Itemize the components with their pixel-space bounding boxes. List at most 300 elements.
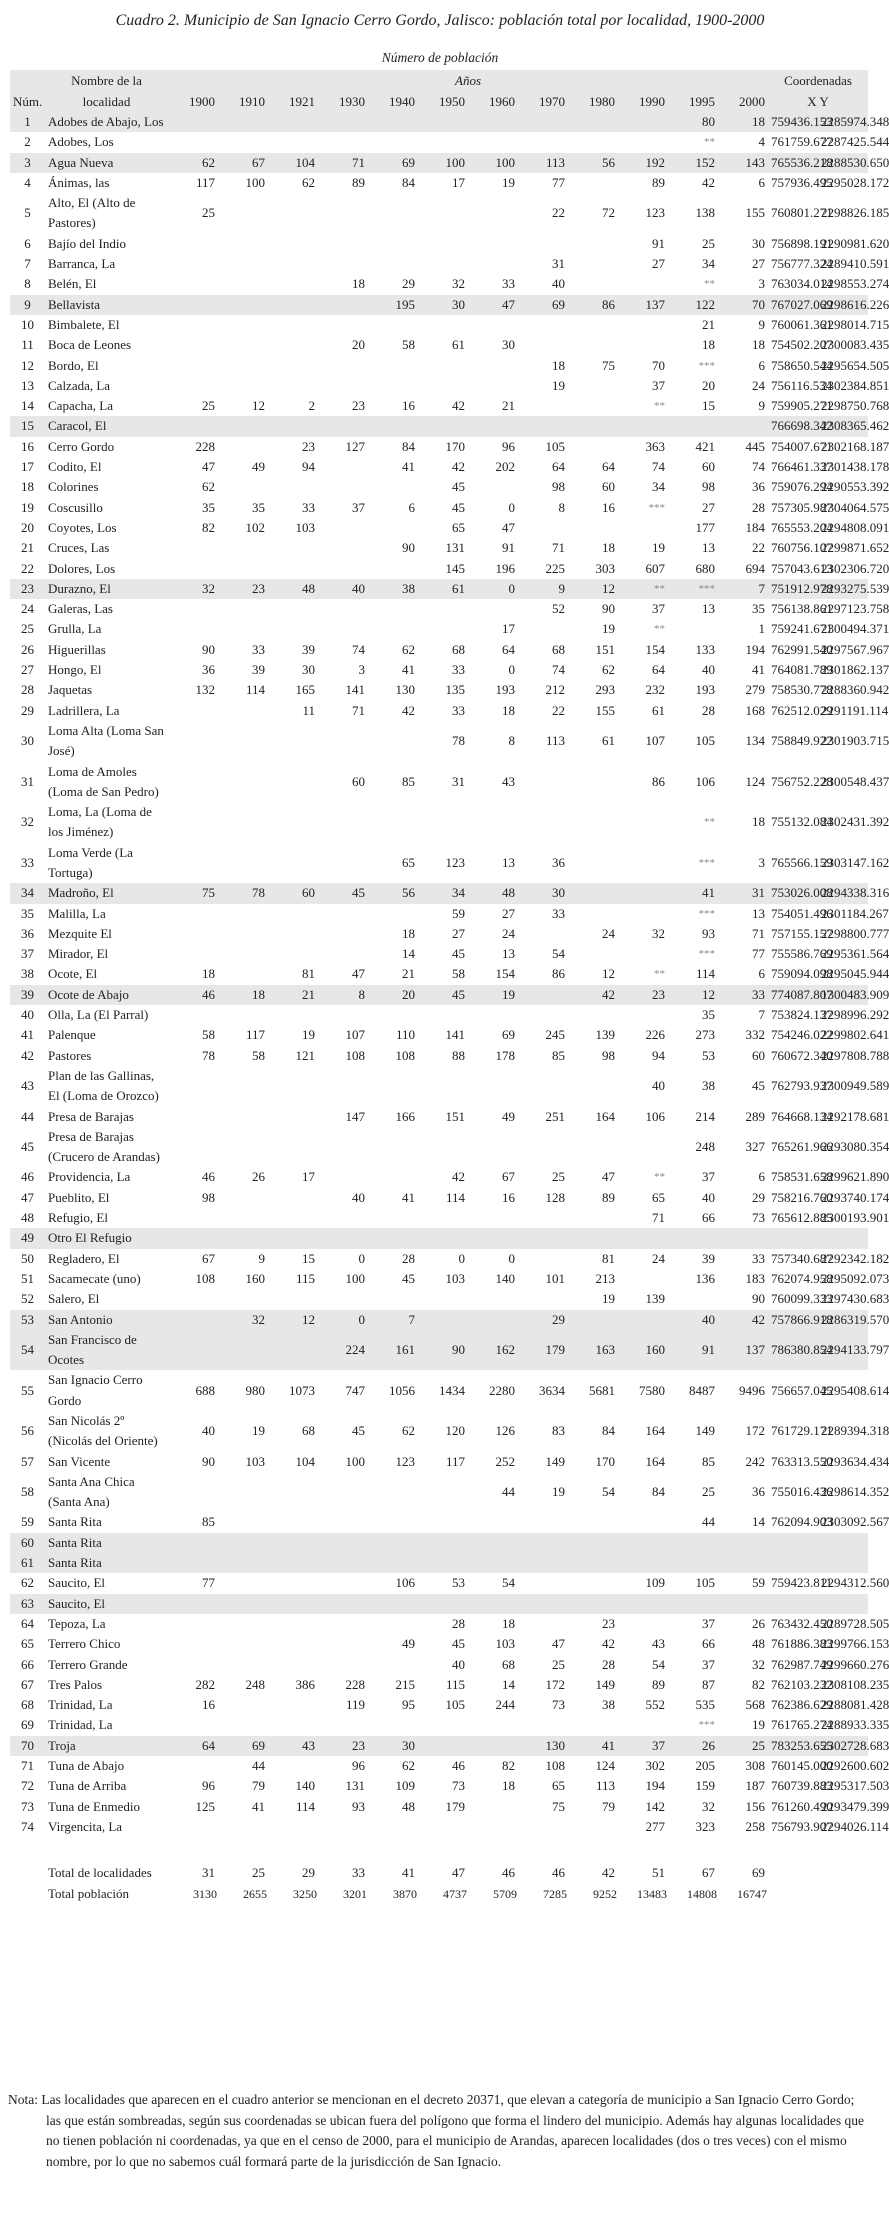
population-1960: 21 — [502, 398, 515, 414]
population-1921: 81 — [302, 966, 315, 982]
population-1990: ** — [654, 623, 665, 636]
population-1995 — [668, 1289, 718, 1309]
population-2000: 28 — [752, 499, 765, 515]
population-1980: 56 — [602, 154, 615, 170]
table-row — [10, 1310, 868, 1330]
total-1970: 7285 — [543, 1886, 567, 1901]
population-2000: 694 — [745, 560, 765, 576]
table-row — [10, 1249, 868, 1269]
population-1970: 22 — [552, 702, 565, 718]
locality-name: Belén, El — [48, 276, 97, 292]
population-1990: 71 — [652, 1210, 665, 1226]
population-1995: *** — [698, 582, 715, 595]
population-1980: 23 — [602, 1615, 615, 1631]
population-1995: 193 — [695, 682, 715, 698]
population-1940: 130 — [395, 682, 415, 698]
population-2000: 332 — [745, 1027, 765, 1043]
locality-name: Grulla, La — [48, 621, 102, 637]
population-1930 — [318, 1289, 368, 1309]
population-1970: 33 — [552, 905, 565, 921]
table-subtitle: Número de población — [381, 50, 499, 65]
header-row-2 — [10, 91, 868, 112]
population-1980: 164 — [595, 1108, 615, 1124]
population-1930 — [318, 1127, 368, 1168]
header-name-line2: localidad — [82, 94, 131, 109]
coord-x: 756793.907 — [771, 1818, 833, 1834]
population-1921 — [268, 538, 318, 558]
locality-name: Santa Rita — [48, 1514, 102, 1530]
population-1930 — [318, 924, 368, 944]
table-row — [10, 254, 868, 274]
population-2000: 143 — [745, 154, 765, 170]
population-1960 — [468, 193, 518, 234]
population-1950 — [418, 376, 468, 396]
population-1910 — [218, 112, 268, 132]
coord-y: 2293634.434 — [821, 1453, 889, 1469]
population-1990: 34 — [652, 479, 665, 495]
population-1950: 34 — [452, 885, 465, 901]
row-number: 69 — [21, 1717, 34, 1733]
population-1900: 688 — [195, 1382, 215, 1398]
total-1900: 3130 — [193, 1886, 217, 1901]
population-1970: 74 — [552, 662, 565, 678]
locality-name: Malilla, La — [48, 905, 106, 921]
population-1910: 248 — [245, 1676, 265, 1692]
table-row — [10, 112, 868, 132]
coord-x: 754051.496 — [771, 905, 833, 921]
population-1970 — [518, 112, 568, 132]
population-1940 — [368, 1553, 418, 1573]
population-1995: 159 — [695, 1778, 715, 1794]
population-1980 — [568, 376, 618, 396]
population-1950 — [418, 1228, 468, 1248]
population-1980: 79 — [602, 1798, 615, 1814]
locality-name: Codito, El — [48, 459, 102, 475]
header-year-1995: 1995 — [689, 94, 715, 109]
population-1960: 13 — [502, 854, 515, 870]
population-2000: 70 — [752, 296, 765, 312]
population-1910: 980 — [245, 1382, 265, 1398]
population-1910 — [218, 1066, 268, 1107]
population-1980: 86 — [602, 296, 615, 312]
population-1980: 41 — [602, 1737, 615, 1753]
population-1995: 13 — [702, 601, 715, 617]
population-1900 — [168, 1289, 218, 1309]
population-1980: 98 — [602, 1047, 615, 1063]
population-1900: 78 — [202, 1047, 215, 1063]
population-1910 — [218, 1614, 268, 1634]
population-1940 — [368, 1289, 418, 1309]
totals-blank-x — [768, 1863, 818, 1883]
total-1990: 13483 — [637, 1886, 667, 1901]
population-1995: 114 — [695, 966, 715, 982]
row-number: 70 — [21, 1737, 34, 1753]
population-1930: 100 — [345, 1270, 365, 1286]
population-2000: 25 — [752, 1737, 765, 1753]
row-number: 58 — [21, 1484, 34, 1500]
locality-name: San Francisco de Ocotes — [48, 1331, 137, 1368]
population-1950 — [418, 1127, 468, 1168]
population-1960 — [468, 1594, 518, 1614]
population-1930 — [318, 1005, 368, 1025]
population-1990: 32 — [652, 925, 665, 941]
locality-name: Trinidad, La — [48, 1717, 113, 1733]
population-1930: 45 — [352, 885, 365, 901]
population-1960: 18 — [502, 702, 515, 718]
population-1940 — [368, 802, 418, 843]
population-1910 — [218, 1553, 268, 1573]
header-blank — [10, 70, 45, 91]
population-1980: 170 — [595, 1453, 615, 1469]
population-1980: 16 — [602, 499, 615, 515]
population-1950: 170 — [445, 438, 465, 454]
totals-blank-x — [768, 1884, 818, 1904]
table-row — [10, 153, 868, 173]
coord-y: 2288081.428 — [821, 1697, 889, 1713]
locality-name: Jaquetas — [48, 682, 93, 698]
population-1940 — [368, 721, 418, 762]
table-row — [10, 356, 868, 376]
population-1960: 13 — [502, 946, 515, 962]
population-1940 — [368, 1005, 418, 1025]
table-row — [10, 437, 868, 457]
population-1910 — [218, 964, 268, 984]
row-number: 60 — [21, 1534, 34, 1550]
header-year-2000: 2000 — [739, 94, 765, 109]
population-1980 — [568, 112, 618, 132]
population-1930 — [318, 1512, 368, 1532]
population-1921: 11 — [302, 702, 315, 718]
coord-y: 2302306.720 — [821, 560, 889, 576]
population-1950: 145 — [445, 560, 465, 576]
population-1910 — [218, 538, 268, 558]
population-1910 — [218, 701, 268, 721]
population-2000: 289 — [745, 1108, 765, 1124]
population-1930 — [318, 1634, 368, 1654]
population-1910 — [218, 234, 268, 254]
population-1900: 35 — [202, 499, 215, 515]
coord-y: 2308108.235 — [821, 1676, 889, 1692]
population-1921 — [268, 335, 318, 355]
population-1990: 139 — [645, 1291, 665, 1307]
population-1921 — [268, 274, 318, 294]
population-1921 — [268, 1188, 318, 1208]
population-1990: 23 — [652, 986, 665, 1002]
population-1990 — [618, 802, 668, 843]
population-1930 — [318, 1066, 368, 1107]
population-1940: 48 — [402, 1798, 415, 1814]
table-row — [10, 416, 868, 436]
population-1930: 47 — [352, 966, 365, 982]
population-1930 — [318, 356, 368, 376]
population-1970 — [518, 1533, 568, 1553]
population-1921: 48 — [302, 580, 315, 596]
population-1970: 3634 — [539, 1382, 565, 1398]
population-1950 — [418, 1289, 468, 1309]
row-number: 45 — [21, 1138, 34, 1154]
population-1921 — [268, 132, 318, 152]
row-number: 43 — [21, 1078, 34, 1094]
population-2000: 156 — [745, 1798, 765, 1814]
population-1950: 68 — [452, 641, 465, 657]
population-1910: 32 — [252, 1311, 265, 1327]
population-1950: 45 — [452, 499, 465, 515]
population-1960 — [468, 1715, 518, 1735]
population-2000: 18 — [752, 337, 765, 353]
population-1995: 21 — [702, 316, 715, 332]
total-1930: 33 — [352, 1865, 365, 1881]
population-1995: 421 — [695, 438, 715, 454]
coord-x: 760739.883 — [771, 1778, 833, 1794]
population-1950: 114 — [445, 1189, 465, 1205]
population-1940: 95 — [402, 1697, 415, 1713]
population-1990 — [618, 1553, 668, 1573]
population-2000: 155 — [745, 205, 765, 221]
population-1930: 71 — [352, 702, 365, 718]
population-1921 — [268, 559, 318, 579]
row-number: 48 — [21, 1210, 34, 1226]
population-1930: 0 — [358, 1250, 365, 1266]
coord-x: 759241.671 — [771, 621, 833, 637]
coord-y: 2288360.942 — [821, 682, 889, 698]
population-1910: 102 — [245, 519, 265, 535]
row-number: 3 — [24, 154, 31, 170]
population-1970: 86 — [552, 966, 565, 982]
population-1900 — [168, 112, 218, 132]
population-2000: 137 — [745, 1341, 765, 1357]
population-1995: *** — [698, 948, 715, 961]
population-1950 — [418, 1472, 468, 1513]
population-1960: 44 — [502, 1484, 515, 1500]
table-row — [10, 1370, 868, 1411]
locality-name: San Ignacio Cerro Gordo — [48, 1372, 143, 1408]
population-2000: 6 — [758, 966, 765, 982]
table-row — [10, 477, 868, 497]
coord-y: 2297123.758 — [821, 601, 889, 617]
population-1930 — [318, 112, 368, 132]
population-1970 — [518, 518, 568, 538]
coord-y — [818, 1228, 868, 1248]
table-row — [10, 1167, 868, 1187]
locality-name: Higuerillas — [48, 641, 106, 657]
population-1995: 8487 — [689, 1382, 715, 1398]
population-1921: 104 — [295, 1453, 315, 1469]
population-1990: 64 — [652, 662, 665, 678]
population-1950 — [418, 356, 468, 376]
population-1921: 94 — [302, 459, 315, 475]
population-1940 — [368, 1472, 418, 1513]
population-1930: 40 — [352, 1189, 365, 1205]
population-1980: 149 — [595, 1676, 615, 1692]
population-1990: 194 — [645, 1778, 665, 1794]
population-1990 — [618, 1512, 668, 1532]
row-number: 49 — [21, 1230, 34, 1246]
population-1900 — [168, 802, 218, 843]
locality-name: Calzada, La — [48, 377, 111, 393]
population-1910 — [218, 721, 268, 762]
population-1940: 38 — [402, 580, 415, 596]
population-1980: 38 — [602, 1697, 615, 1713]
population-1940 — [368, 1655, 418, 1675]
population-1910 — [218, 1005, 268, 1025]
coord-x: 774087.807 — [771, 986, 833, 1002]
population-1950: 42 — [452, 398, 465, 414]
coord-x: 759436.153 — [771, 114, 833, 129]
coord-y: 2286319.570 — [821, 1311, 889, 1327]
population-1910 — [218, 599, 268, 619]
population-1980 — [568, 904, 618, 924]
row-number: 13 — [21, 377, 34, 393]
population-1995: 42 — [702, 174, 715, 190]
population-1970: 64 — [552, 459, 565, 475]
population-1940: 123 — [395, 1453, 415, 1469]
row-number: 7 — [24, 256, 31, 272]
row-number: 57 — [21, 1453, 34, 1469]
coord-x: 758216.760 — [771, 1189, 833, 1205]
population-1921 — [268, 904, 318, 924]
population-1970 — [518, 1614, 568, 1634]
population-1921 — [268, 762, 318, 803]
population-1950: 73 — [452, 1778, 465, 1794]
population-1900: 85 — [202, 1514, 215, 1530]
population-2000: 184 — [745, 519, 765, 535]
population-1940: 49 — [402, 1636, 415, 1652]
population-1960 — [468, 132, 518, 152]
coord-x: 759094.098 — [771, 966, 833, 982]
totals-label: Total de localidades — [48, 1865, 152, 1881]
population-1960: 33 — [502, 276, 515, 292]
population-2000: 6 — [758, 174, 765, 190]
population-1980 — [568, 843, 618, 884]
population-1980: 28 — [602, 1656, 615, 1672]
locality-name: Troja — [48, 1737, 76, 1753]
population-1910 — [218, 762, 268, 803]
population-1990: 19 — [652, 540, 665, 556]
table-row — [10, 619, 868, 639]
population-1940: 85 — [402, 773, 415, 789]
row-number: 40 — [21, 1007, 34, 1023]
population-1960: 27 — [502, 905, 515, 921]
locality-name: Adobes, Los — [48, 134, 114, 150]
population-1970: 65 — [552, 1778, 565, 1794]
population-1910 — [218, 295, 268, 315]
row-number: 46 — [21, 1169, 34, 1185]
coord-x: 756898.191 — [771, 235, 833, 251]
population-1950: 58 — [452, 966, 465, 982]
table-row — [10, 396, 868, 416]
population-1970: 101 — [545, 1270, 565, 1286]
coord-x: 758849.922 — [771, 733, 833, 749]
coord-y: 2304064.575 — [821, 499, 889, 515]
population-1970 — [518, 1208, 568, 1228]
coord-x: 760099.333 — [771, 1291, 833, 1307]
locality-name: Regladero, El — [48, 1250, 120, 1266]
locality-name: Hongo, El — [48, 662, 102, 678]
population-1960: 24 — [502, 925, 515, 941]
coord-x: 756116.534 — [771, 377, 833, 393]
population-2000: 168 — [745, 702, 765, 718]
row-number: 50 — [21, 1250, 34, 1266]
coord-y: 2301903.715 — [821, 733, 889, 749]
coord-y: 2293740.174 — [821, 1189, 889, 1205]
locality-name: Plan de las Gallinas, El (Loma de Orozco) — [48, 1067, 159, 1104]
coord-x: 759076.294 — [771, 479, 833, 495]
population-1910: 12 — [252, 398, 265, 414]
total-1910: 2655 — [243, 1886, 267, 1901]
population-1921: 39 — [302, 641, 315, 657]
population-1910: 100 — [245, 174, 265, 190]
population-1980: 12 — [602, 966, 615, 982]
table-row — [10, 964, 868, 984]
population-1921: 60 — [302, 885, 315, 901]
coord-y: 2287425.544 — [821, 134, 889, 150]
population-1970 — [518, 416, 568, 436]
population-1921 — [268, 1066, 318, 1107]
population-1930 — [318, 944, 368, 964]
locality-name: Tepoza, La — [48, 1615, 106, 1631]
population-1900 — [168, 559, 218, 579]
population-1970: 71 — [552, 540, 565, 556]
population-1960: 0 — [508, 662, 515, 678]
coord-x: 755586.769 — [771, 946, 833, 962]
population-2000: 73 — [752, 1210, 765, 1226]
population-1980: 61 — [602, 733, 615, 749]
table-row — [10, 640, 868, 660]
population-1950: 78 — [452, 733, 465, 749]
population-1950: 61 — [452, 580, 465, 596]
population-1950: 40 — [452, 1656, 465, 1672]
population-1910 — [218, 843, 268, 884]
coord-y: 2300193.901 — [821, 1210, 889, 1226]
table-row — [10, 762, 868, 803]
table-row — [10, 985, 868, 1005]
population-1921 — [268, 721, 318, 762]
population-1910 — [218, 1715, 268, 1735]
coord-y: 2302431.392 — [821, 814, 889, 830]
locality-name: San Antonio — [48, 1311, 113, 1327]
population-1960: 162 — [495, 1341, 515, 1357]
coord-x: 753026.008 — [771, 885, 833, 901]
coord-y: 2300083.435 — [821, 337, 889, 353]
coord-x: 757155.157 — [771, 925, 833, 941]
population-1930 — [318, 315, 368, 335]
population-1910 — [218, 619, 268, 639]
population-1900 — [168, 721, 218, 762]
population-1921: 62 — [302, 174, 315, 190]
population-1930 — [318, 376, 368, 396]
totals-blank — [10, 1884, 45, 1904]
population-1980 — [568, 762, 618, 803]
coord-x: 759905.271 — [771, 398, 833, 414]
population-2000: 71 — [752, 925, 765, 941]
coord-y: 2298616.226 — [821, 296, 889, 312]
population-1930 — [318, 518, 368, 538]
row-number: 11 — [21, 337, 34, 353]
population-1970: 31 — [552, 256, 565, 272]
total-1900: 31 — [202, 1865, 215, 1881]
coord-y: 2294026.114 — [821, 1818, 889, 1834]
population-1990: 65 — [652, 1189, 665, 1205]
population-1995: 26 — [702, 1737, 715, 1753]
population-1980: 81 — [602, 1250, 615, 1266]
population-2000: 45 — [752, 1078, 765, 1094]
population-1930: 45 — [352, 1423, 365, 1439]
population-2000: 7 — [758, 1007, 765, 1023]
population-1910 — [218, 1512, 268, 1532]
population-1960: 47 — [502, 519, 515, 535]
table-row — [10, 1715, 868, 1735]
population-1930 — [318, 132, 368, 152]
